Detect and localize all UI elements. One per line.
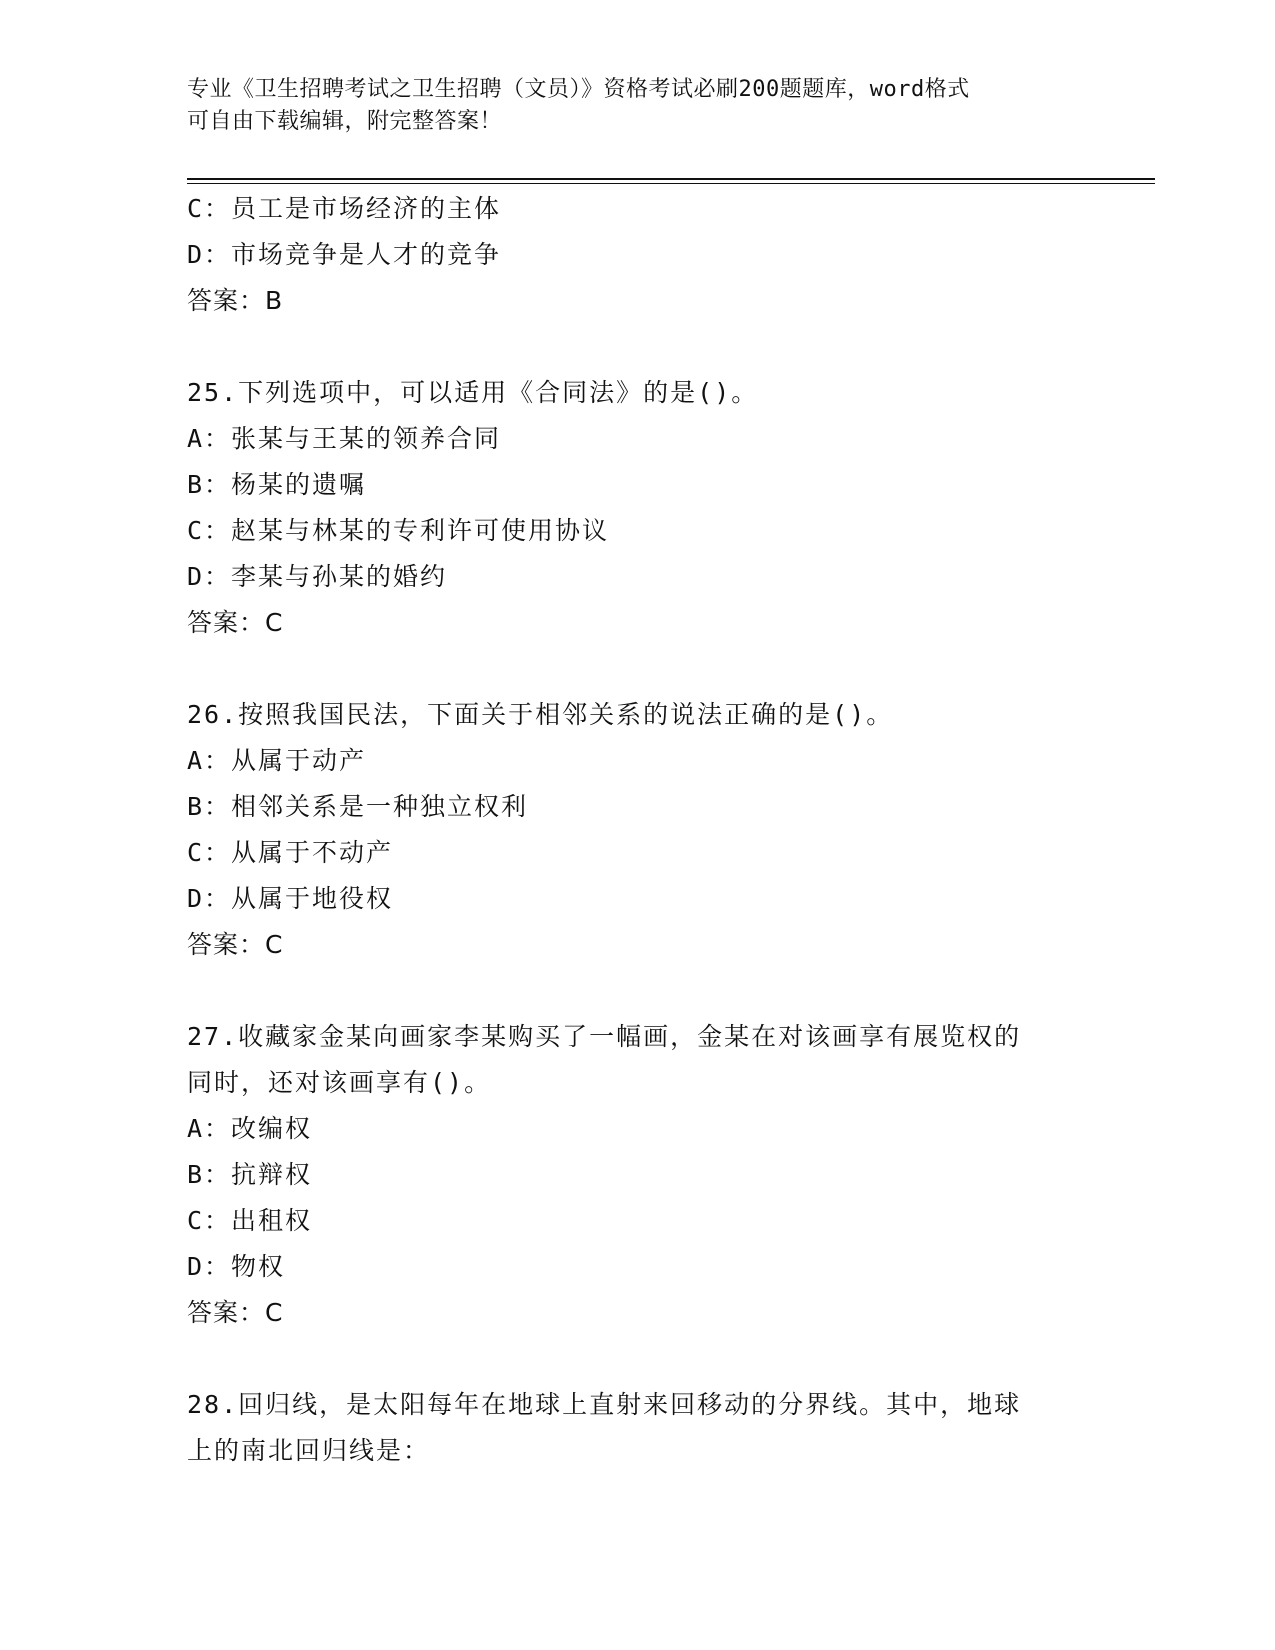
option-c: C：员工是市场经济的主体	[187, 194, 502, 223]
question-stem: 26.按照我国民法，下面关于相邻关系的说法正确的是()。	[187, 700, 894, 729]
spacer	[187, 324, 1087, 370]
question-stem-line-2: 同时，还对该画享有()。	[187, 1068, 492, 1097]
spacer	[187, 1336, 1087, 1382]
answer: 答案：C	[187, 930, 284, 959]
answer: 答案：C	[187, 1298, 284, 1327]
option-d: D：从属于地役权	[187, 884, 394, 913]
option-a: A：改编权	[187, 1114, 313, 1143]
header-line-1: 专业《卫生招聘考试之卫生招聘（文员）》资格考试必刷200题题库，word格式	[187, 77, 970, 102]
question-stem-line-1: 27.收藏家金某向画家李某购买了一幅画，金某在对该画享有展览权的	[187, 1022, 1022, 1051]
question-list	[187, 186, 1087, 1474]
header-rule-thick	[187, 178, 1155, 180]
header-line-2: 可自由下载编辑，附完整答案！	[187, 109, 503, 134]
question-25	[187, 370, 1087, 646]
option-c: C：从属于不动产	[187, 838, 394, 867]
option-a: A：张某与王某的领养合同	[187, 424, 502, 453]
question-stem-line-2: 上的南北回归线是：	[187, 1436, 431, 1465]
question-stem-line-1: 28.回归线，是太阳每年在地球上直射来回移动的分界线。其中，地球	[187, 1390, 1022, 1419]
option-b: B：杨某的遗嘱	[187, 470, 367, 499]
spacer	[187, 646, 1087, 692]
option-c: C：赵某与林某的专利许可使用协议	[187, 516, 610, 545]
option-d: D：市场竞争是人才的竞争	[187, 240, 502, 269]
question-26	[187, 692, 1087, 968]
answer: 答案：B	[187, 286, 284, 315]
option-d: D：物权	[187, 1252, 286, 1281]
option-b: B：相邻关系是一种独立权利	[187, 792, 529, 821]
answer: 答案：C	[187, 608, 284, 637]
document-header	[187, 74, 1087, 138]
question-27	[187, 1014, 1087, 1336]
question-24-continued	[187, 186, 1087, 324]
spacer	[187, 968, 1087, 1014]
question-stem: 25.下列选项中，可以适用《合同法》的是()。	[187, 378, 759, 407]
option-b: B：抗辩权	[187, 1160, 313, 1189]
question-28	[187, 1382, 1087, 1474]
option-d: D：李某与孙某的婚约	[187, 562, 448, 591]
option-c: C：出租权	[187, 1206, 313, 1235]
option-a: A：从属于动产	[187, 746, 367, 775]
header-rule-thin	[187, 183, 1155, 184]
